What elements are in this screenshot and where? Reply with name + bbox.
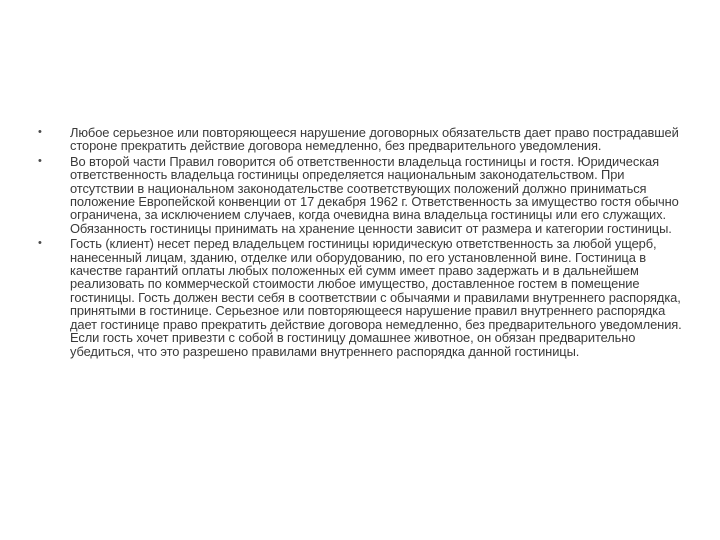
bullet-item [38,126,684,153]
bullet-item [38,237,684,358]
bullet-text: Любое серьезное или повторяющееся нарушение договорных обязательств дает право пострадавшей стороне прекратить действие договора немедленно, без предварительного уведомления. [70,125,679,154]
bullet-marker: • [38,154,42,167]
bullet-text: Во второй части Правил говорится об ответственности владельца гостиницы и гостя. Юридическая ответственность владельца гостиницы определяется национальным законодательством. При отсутствии в национальном законодательстве соответствующих положений должно приниматься положение Европейской конвенции от 17 декабря 1962 г. Ответственность за имущество гостя обычно ограничена, за исключением случаев, когда очевидна вина владельца гостиницы или его служащих. Обязанность гостиницы принимать на хранение ценности зависит от размера и категории гостиницы. [70,153,679,236]
bullet-text: Гость (клиент) несет перед владельцем гостиницы юридическую ответственность за любой ущерб, нанесенный лицам, зданию, отделке или оборудованию, по его установленной вине. Гостиница в качестве гарантий оплаты любых положенных ей сумм имеет право задержать и в дальнейшем реализовать по коммерческой стоимости любое имущество, доставленное гостем в помещение гостиницы. Гость должен вести себя в соответствии с обычаями и правилами внутреннего распорядка, принятыми в гостинице. Серьезное или повторяющееся нарушение правил внутреннего распорядка дает гостинице право прекратить действие договора немедленно, без предварительного уведомления. Если гость хочет привезти с собой в гостиницу домашнее животное, он обязан предварительно убедиться, что это разрешено правилами внутреннего распорядка данной гостиницы. [70,236,682,359]
bullet-marker: • [38,237,42,250]
bullet-list [38,126,684,360]
bullet-item [38,155,684,235]
bullet-marker: • [38,126,42,138]
